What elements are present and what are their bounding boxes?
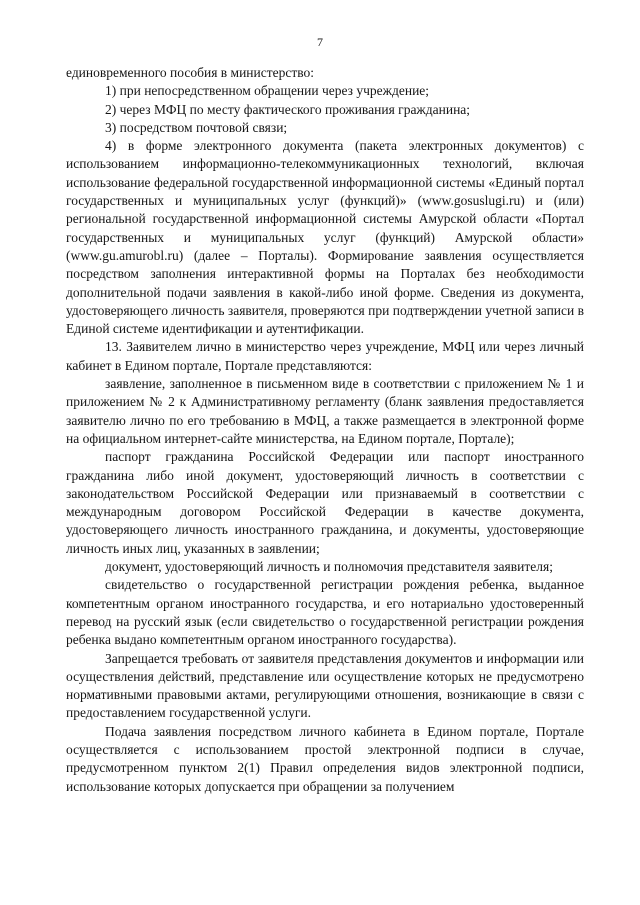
list-item-electronic: 4) в форме электронного документа (пакета электронных документов) с использованием информационно-телекоммуникационных технологий, включая использование федеральной государственной информационной системы «Единый портал государственных и муниципальных услуг (функций)» (www.gosuslugi.ru) и (или) региональной государственной информационной системы Амурской области «Портал государственных и муниципальных услуг (функций) Амурской области» (www.gu.amurobl.ru) (далее – Порталы). Формирование заявления осуществляется посредством заполнения интерактивной формы на Порталах без необходимости дополнительной подачи заявления в какой-либо иной форме. Сведения из документа, удостоверяющего личность заявителя, проверяются при подтверждении учетной записи в Единой системе идентификации и аутентификации.	[66, 138, 584, 337]
prohibition-paragraph: Запрещается требовать от заявителя представления документов и информации или осуществления действий, представление или осуществление которых не предусмотрено нормативными правовыми актами, регулирующими отношения, возникающие в связи с предоставлением государственной услуги.	[66, 650, 584, 721]
paragraph-continuation: единовременного пособия в министерство:	[66, 65, 315, 80]
page-number: 7	[317, 35, 323, 49]
electronic-signature-paragraph: Подача заявления посредством личного кабинета в Едином портале, Портале осуществляется с использованием простой электронной подписи в случае, предусмотренном пунктом 2(1) Правил определения видов электронной подписи, использование которых допускается при обращении за получением	[66, 723, 584, 794]
required-document-birth-certificate: свидетельство о государственной регистрации рождения ребенка, выданное компетентным органом иностранного государства, и его нотариально удостоверенный перевод на русский язык (если свидетельство о государственной регистрации рождения ребенка выдано компетентным органом иностранного государства).	[66, 577, 584, 648]
clause-13-paragraph: 13. Заявителем лично в министерство через учреждение, МФЦ или через личный кабинет в Едином портале, Портале представляются:	[66, 339, 584, 373]
required-document-application: заявление, заполненное в письменном виде в соответствии с приложением № 1 и приложением № 2 к Административному регламенту (бланк заявления предоставляется заявителю лично по его требованию в МФЦ, а также размещается в электронной форме на официальном интернет-сайте министерства, на Едином портале, Портале);	[66, 376, 584, 446]
list-item-mfc: 2) через МФЦ по месту фактического проживания гражданина;	[105, 101, 471, 117]
list-item-in-person: 1) при непосредственном обращении через учреждение;	[105, 83, 430, 99]
list-item-postal: 3) посредством почтовой связи;	[105, 119, 288, 135]
required-document-passport: паспорт гражданина Российской Федерации или паспорт иностранного гражданина либо иной документ, удостоверяющий личность в соответствии с законодательством Российской Федерации или признаваемый в соответствии с международным договором Российской Федерации в качестве документа, удостоверяющего личность иностранного гражданина, и документы, удостоверяющие личность иных лиц, указанных в заявлении;	[66, 449, 584, 556]
required-document-representative: документ, удостоверяющий личность и полномочия представителя заявителя;	[105, 559, 553, 575]
document-body	[66, 64, 584, 796]
